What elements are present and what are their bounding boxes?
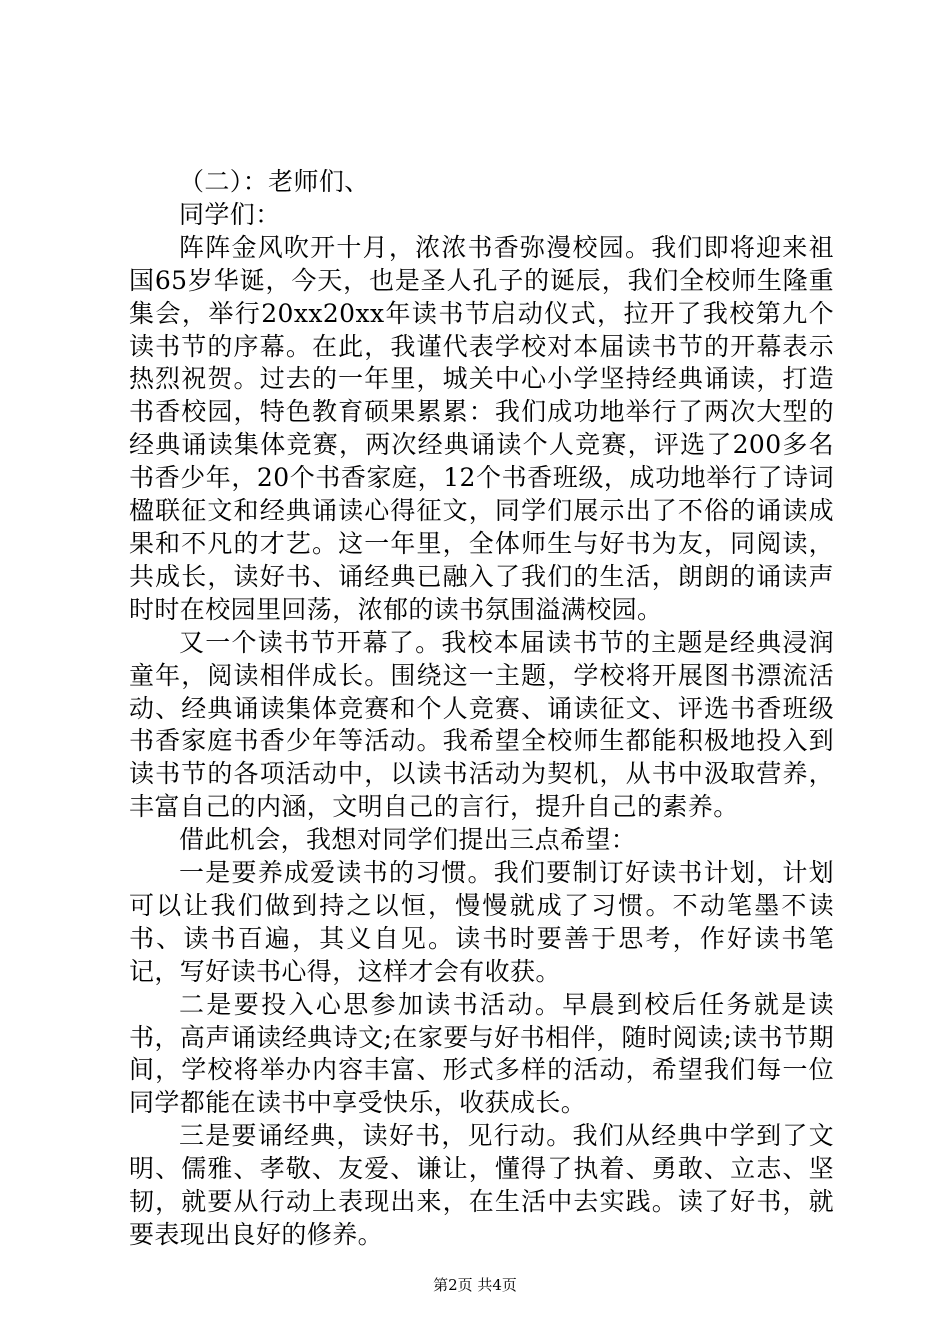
paragraph-hopes-intro: 借此机会，我想对同学们提出三点希望： [179,825,637,855]
heading-line: （二）：老师们、 [179,167,370,196]
paragraph-theme: 又一个读书节开幕了。我校本届读书节的主题是经典浸润童年，阅读相伴成长。围绕这一主题，学校将开展图书漂流活动、经典诵读集体竞赛和个人竞赛、诵读征文、评选书香班级书香家庭书香少年等活动。我希望全校师生都能积极地投入到读书节的各项活动中，以读书活动为契机，从书中汲取营养，丰富自己的内涵，文明自己的言行，提升自己的素养。 [129,627,834,822]
paragraph-opening: 阵阵金风吹开十月，浓浓书香弥漫校园。我们即将迎来祖国65岁华诞，今天，也是圣人孔子的诞辰，我们全校师生隆重集会，举行20xx20xx年读书节启动仪式，拉开了我校第九个读书节的序幕。在此，我谨代表学校对本届读书节的开幕表示热烈祝贺。过去的一年里，城关中心小学坚持经典诵读，打造书香校园，特色教育硕果累累：我们成功地举行了两次大型的经典诵读集体竞赛，两次经典诵读个人竞赛，评选了200多名书香少年，20个书香家庭，12个书香班级，成功地举行了诗词楹联征文和经典诵读心得征文，同学们展示出了不俗的诵读成果和不凡的才艺。这一年里，全体师生与好书为友，同阅读，共成长，读好书、诵经典已融入了我们的生活，朗朗的诵读声时时在校园里回荡，浓郁的读书氛围溢满校园。 [129,232,834,624]
paragraph-hope-three: 三是要诵经典，读好书，见行动。我们从经典中学到了文明、儒雅、孝敬、友爱、谦让，懂得了执着、勇敢、立志、坚韧，就要从行动上表现出来，在生活中去实践。读了好书，就要表现出良好的修养。 [129,1121,834,1249]
paragraph-hope-two: 二是要投入心思参加读书活动。早晨到校后任务就是读书，高声诵读经典诗文;在家要与好书相伴，随时阅读;读书节期间，学校将举办内容丰富、形式多样的活动，希望我们每一位同学都能在读书中享受快乐，收获成长。 [129,989,834,1118]
paragraph-hope-one: 一是要养成爱读书的习惯。我们要制订好读书计划，计划可以让我们做到持之以恒，慢慢就成了习惯。不动笔墨不读书、读书百遍，其义自见。读书时要善于思考，作好读书笔记，写好读书心得，这样才会有收获。 [129,858,834,986]
page-number-footer: 第2页 共4页 [433,1276,517,1294]
salutation-line: 同学们： [179,199,281,229]
document-body [129,166,834,1252]
